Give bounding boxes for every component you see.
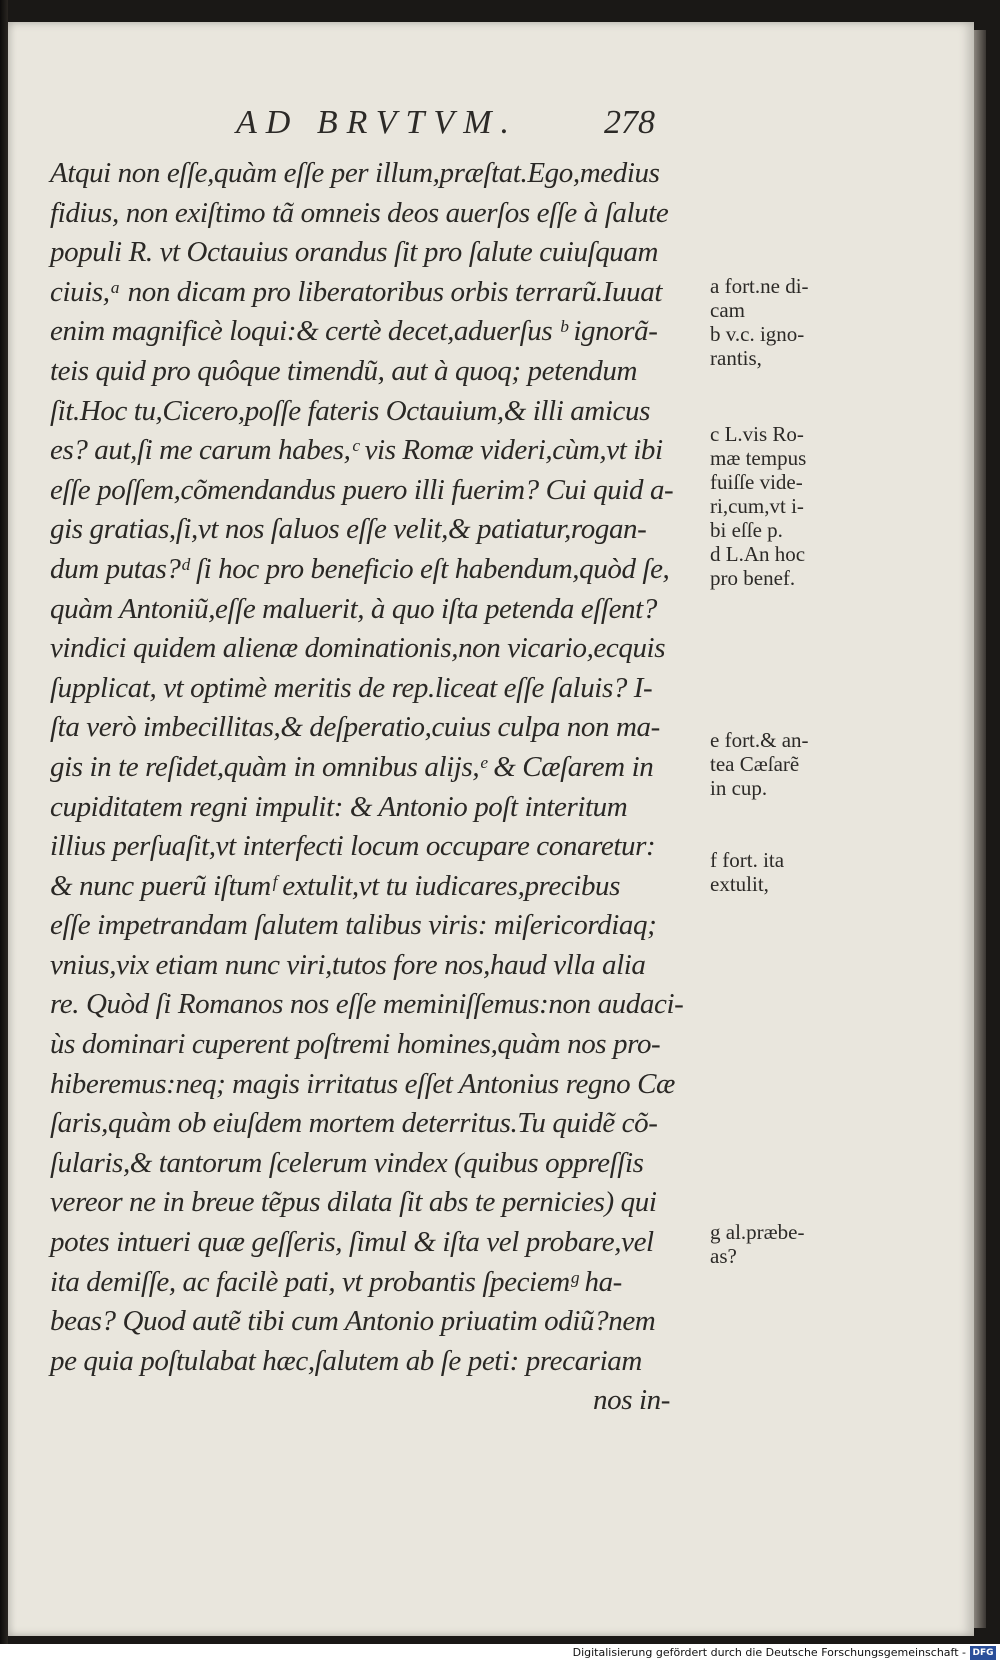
funding-credit: Digitalisierung gefördert durch die Deutsche Forschungsgemeinschaft -: [572, 1646, 966, 1659]
marginal-line: rantis,: [710, 346, 762, 370]
book-spine: [0, 0, 8, 1663]
catchword: nos in-: [593, 1384, 670, 1417]
text-line: dum putas?ᵈ ſi hoc pro beneficio eſt habendum,quòd ſe,: [50, 552, 670, 585]
text-line: ſaris,quàm ob eiuſdem mortem deterritus.Tu quidẽ cõ-: [50, 1107, 658, 1140]
text-line: cupiditatem regni impulit: & Antonio poſt interitum: [50, 790, 628, 823]
text-line: eſſe poſſem,cõmendandus puero illi fuerim? Cui quid a-: [50, 473, 674, 506]
dfg-logo: DFG: [970, 1646, 996, 1660]
text-line: fidius, non exiſtimo tã omneis deos auerſos eſſe à ſalute: [50, 196, 669, 229]
marginal-line: as?: [710, 1244, 737, 1268]
text-line: potes intueri quæ geſſeris, ſimul & iſta vel probare,vel: [50, 1226, 654, 1259]
marginal-line: fuiſſe vide-: [710, 470, 803, 494]
text-line: re. Quòd ſi Romanos nos eſſe meminiſſemus:non audaci-: [50, 988, 684, 1021]
text-line: ſit.Hoc tu,Cicero,poſſe fateris Octauium,& illi amicus: [50, 394, 650, 427]
text-line: ſularis,& tantorum ſcelerum vindex (quibus oppreſſis: [50, 1146, 644, 1179]
main-text: [50, 154, 710, 1421]
text-line: & nunc puerũ iſtumᶠ extulit,vt tu iudicares,precibus: [50, 869, 621, 902]
marginal-note-e: [710, 728, 860, 800]
text-line: beas? Quod autẽ tibi cum Antonio priuatim odiũ?nem: [50, 1305, 656, 1338]
marginal-line: pro benef.: [710, 566, 796, 590]
text-line: illius perſuaſit,vt interfecti locum occupare conaretur:: [50, 830, 656, 863]
marginal-line: cam: [710, 298, 745, 322]
marginal-line: d L.An hoc: [710, 542, 806, 566]
text-line: gis gratias,ſi,vt nos ſaluos eſſe velit,& patiatur,rogan-: [50, 513, 647, 546]
marginal-line: in cup.: [710, 776, 768, 800]
text-line: pe quia poſtulabat hæc,ſalutem ab ſe peti: precariam: [50, 1344, 642, 1377]
text-line: hiberemus:neq; magis irritatus eſſet Antonius regno Cæ: [50, 1067, 675, 1100]
text-line: enim magnificè loqui:& certè decet,aduerſus ᵇ ignorã-: [50, 315, 658, 348]
marginal-line: a fort.ne di-: [710, 274, 809, 298]
marginal-line: e fort.& an-: [710, 728, 809, 752]
text-line: eſſe impetrandam ſalutem talibus viris: miſericordiaq;: [50, 909, 657, 942]
text-line: Atqui non eſſe,quàm eſſe per illum,præſtat.Ego,medius: [50, 157, 660, 189]
marginal-line: f fort. ita: [710, 848, 785, 872]
text-line: ciuis,ᵃ non dicam pro liberatoribus orbis terrarũ.Iuuat: [50, 275, 662, 308]
text-line: ita demiſſe, ac facilè pati, vt probantis ſpeciemᵍ ha-: [50, 1265, 622, 1298]
marginal-line: tea Cæſarẽ: [710, 752, 800, 776]
text-line: ſupplicat, vt optimè meritis de rep.liceat eſſe ſaluis? I-: [50, 671, 653, 704]
text-line: es? aut,ſi me carum habes,ᶜ vis Romæ videri,cùm,vt ibi: [50, 434, 663, 467]
text-line: vereor ne in breue tẽpus dilata ſit abs te pernicies) qui: [50, 1186, 657, 1219]
text-line: teis quid pro quôque timendũ, aut à quoq; petendum: [50, 354, 638, 387]
marginal-line: extulit,: [710, 872, 769, 896]
marginal-line: b v.c. igno-: [710, 322, 805, 346]
page-edge: [974, 30, 986, 1628]
text-line: vindici quidem alienæ dominationis,non vicario,ecquis: [50, 632, 666, 665]
folio-number: 278: [604, 104, 655, 141]
marginal-note-a: [710, 274, 860, 370]
text-line: quàm Antoniũ,eſſe maluerit, à quo iſta petenda eſſent?: [50, 592, 657, 625]
text-line: ùs dominari cuperent poſtremi homines,quàm nos pro-: [50, 1028, 661, 1061]
digitization-footer: [0, 1644, 1000, 1663]
marginal-line: c L.vis Ro-: [710, 422, 804, 446]
running-head-title: AD BRVTVM.: [236, 104, 519, 141]
marginal-line: ri,cum,vt i-: [710, 494, 804, 518]
book-page: [8, 22, 974, 1636]
text-line: ſta verò imbecillitas,& deſperatio,cuius culpa non ma-: [50, 711, 660, 744]
text-line: gis in te reſidet,quàm in omnibus alijs,ᵉ & Cæſarem in: [50, 750, 654, 783]
text-line: vnius,vix etiam nunc viri,tutos fore nos,haud vlla alia: [50, 948, 646, 981]
marginal-note-c: [710, 422, 860, 590]
marginal-line: g al.præbe-: [710, 1220, 805, 1244]
marginal-line: bi eſſe p.: [710, 518, 783, 542]
marginal-note-f: [710, 848, 860, 896]
marginal-line: mæ tempus: [710, 446, 807, 470]
text-line: populi R. vt Octauius orandus ſit pro ſalute cuiuſquam: [50, 236, 659, 269]
marginal-note-g: [710, 1220, 860, 1268]
running-head: [8, 104, 974, 154]
